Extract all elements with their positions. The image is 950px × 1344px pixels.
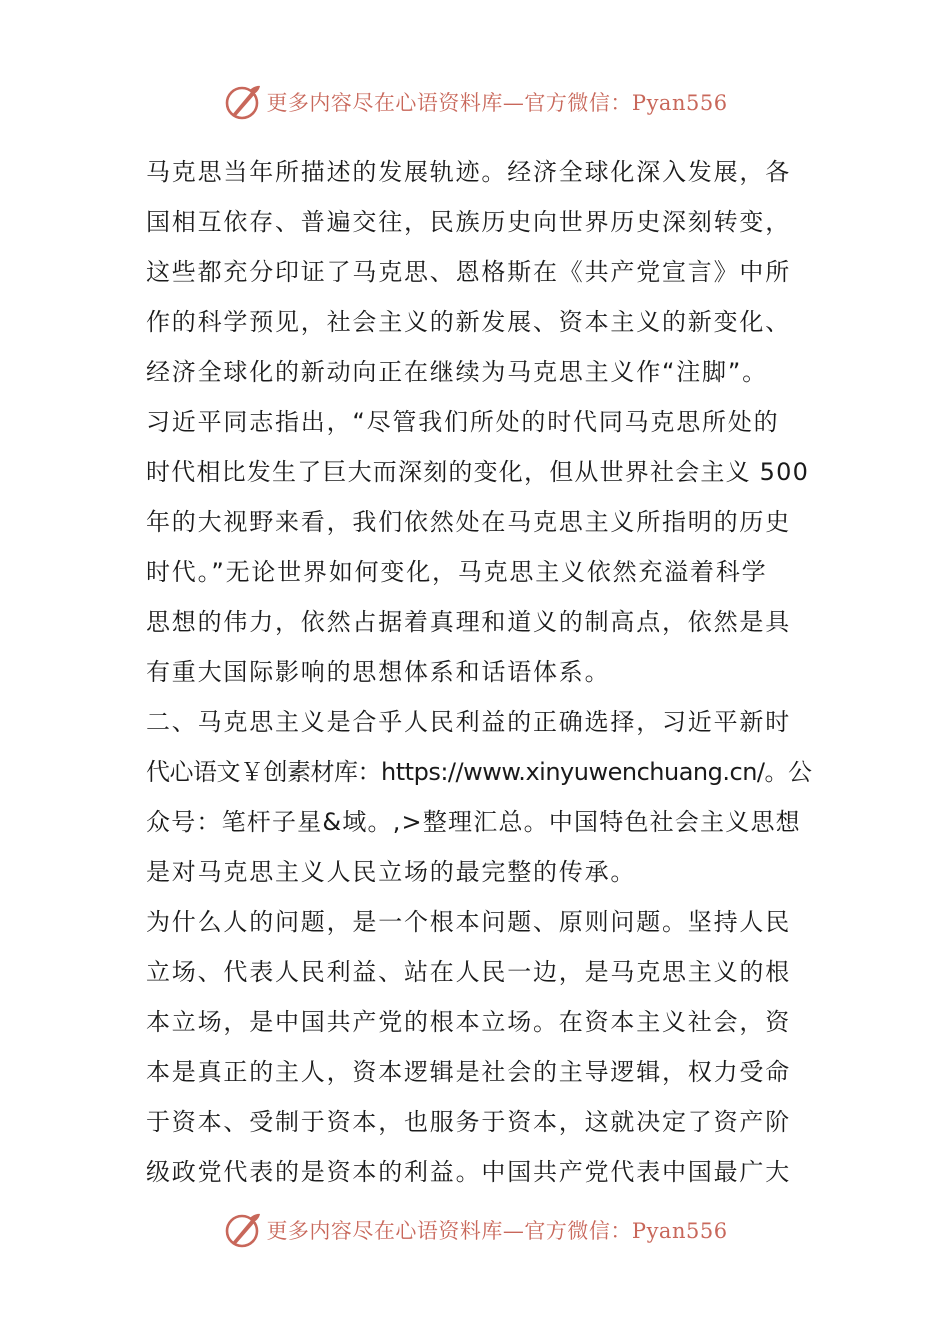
body-line: 立场、代表人民利益、站在人民一边，是马克思主义的根 — [146, 958, 791, 986]
body-line: 于资本、受制于资本，也服务于资本，这就决定了资产阶 — [146, 1108, 791, 1136]
footer-banner-text: 更多内容尽在心语资料库—官方微信：Pyan556 — [266, 1219, 728, 1243]
body-line: 习近平同志指出，“尽管我们所处的时代同马克思所处的 — [146, 408, 780, 436]
body-line: 这些都充分印证了马克思、恩格斯在《共产党宣言》中所 — [146, 258, 791, 286]
footer-banner — [0, 1208, 950, 1252]
body-line: 思想的伟力，依然占据着真理和道义的制高点，依然是具 — [146, 608, 791, 636]
body-line: 为什么人的问题，是一个根本问题、原则问题。坚持人民 — [146, 908, 791, 936]
body-line: 本立场，是中国共产党的根本立场。在资本主义社会，资 — [146, 1008, 791, 1036]
body-line: 马克思当年所描述的发展轨迹。经济全球化深入发展，各 — [146, 158, 791, 186]
body-line: 年的大视野来看，我们依然处在马克思主义所指明的历史 — [146, 508, 791, 536]
body-line: 作的科学预见，社会主义的新发展、资本主义的新变化、 — [146, 308, 791, 336]
body-line: 时代相比发生了巨大而深刻的变化，但从世界社会主义 500 — [146, 458, 810, 486]
body-line: 有重大国际影响的思想体系和话语体系。 — [146, 658, 611, 686]
body-line: 时代。”无论世界如何变化，马克思主义依然充溢着科学 — [146, 558, 768, 586]
body-line: 级政党代表的是资本的利益。中国共产党代表中国最广大 — [146, 1158, 791, 1186]
header-banner-text: 更多内容尽在心语资料库—官方微信：Pyan556 — [266, 91, 728, 115]
body-line: 国相互依存、普遍交往，民族历史向世界历史深刻转变， — [146, 208, 791, 236]
body-line: 代心语文￥创素材库：https://www.xinyuwenchuang.cn/。公 — [146, 758, 812, 786]
quill-logo-icon — [222, 82, 262, 122]
quill-logo-icon — [222, 1210, 262, 1250]
body-line: 是对马克思主义人民立场的最完整的传承。 — [146, 858, 637, 886]
body-line: 经济全球化的新动向正在继续为马克思主义作“注脚”。 — [146, 358, 768, 386]
body-line: 众号：笔杆子星&域。,>整理汇总。中国特色社会主义思想 — [146, 808, 801, 836]
header-banner — [0, 80, 950, 124]
body-line: 本是真正的主人，资本逻辑是社会的主导逻辑，权力受命 — [146, 1058, 791, 1086]
document-body — [146, 147, 812, 1197]
body-line: 二、马克思主义是合乎人民利益的正确选择，习近平新时 — [146, 708, 791, 736]
